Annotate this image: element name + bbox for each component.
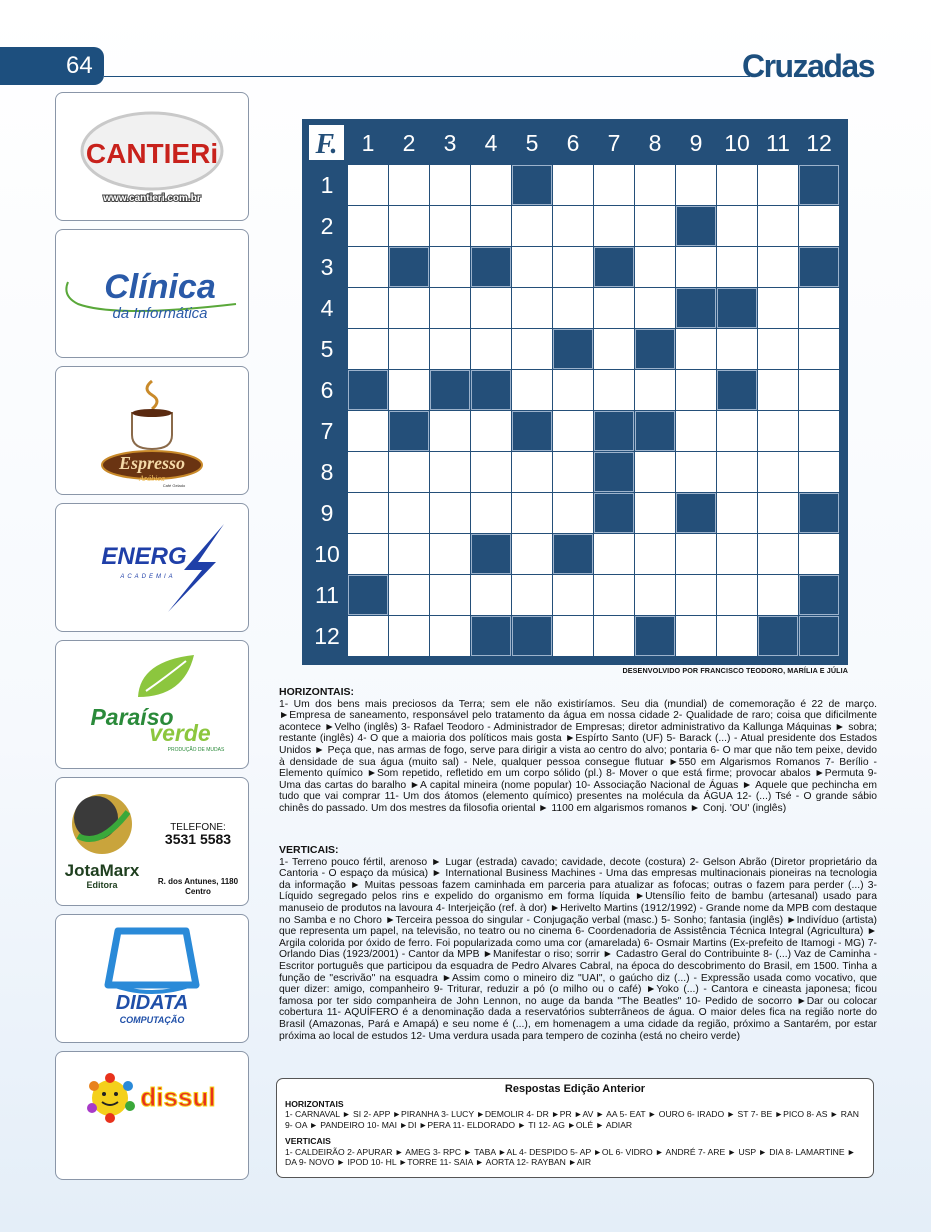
answer-cell[interactable] (758, 534, 798, 574)
answer-cell[interactable] (471, 411, 511, 451)
column-number: 12 (806, 130, 832, 156)
clinica-sub: da Informática (112, 305, 208, 322)
black-cell (635, 329, 675, 369)
answer-cell[interactable] (594, 616, 634, 656)
answer-cell[interactable] (389, 329, 429, 369)
answer-cell[interactable] (471, 329, 511, 369)
answer-cell[interactable] (553, 206, 593, 246)
didata-sub: COMPUTAÇÃO (119, 1015, 185, 1025)
answer-cell[interactable] (717, 616, 757, 656)
answer-cell[interactable] (635, 575, 675, 615)
black-cell (348, 370, 388, 410)
answer-cell[interactable] (512, 493, 552, 533)
clues-verticais (279, 845, 877, 1042)
page-number-tab (0, 47, 104, 85)
answer-cell[interactable] (676, 370, 716, 410)
black-cell (635, 411, 675, 451)
answer-cell[interactable] (348, 452, 388, 492)
ad-espresso[interactable] (55, 366, 249, 495)
cantieri-brand: CANTIERi (85, 138, 219, 169)
answer-cell[interactable] (471, 575, 511, 615)
black-cell (758, 616, 798, 656)
answer-cell[interactable] (799, 206, 839, 246)
answer-cell[interactable] (594, 165, 634, 205)
answer-cell[interactable] (430, 534, 470, 574)
espresso-sub: Arábica (139, 474, 165, 483)
answer-cell[interactable] (430, 329, 470, 369)
black-cell (635, 616, 675, 656)
sun-smiley-icon (87, 1073, 135, 1123)
column-number: 10 (724, 130, 750, 156)
cantieri-site: www.cantieri.com.br (103, 193, 201, 204)
espresso-brand: Espresso (118, 453, 186, 473)
answer-cell[interactable] (635, 370, 675, 410)
didata-logo (56, 915, 248, 1042)
answer-cell[interactable] (635, 452, 675, 492)
coffee-cup-icon (132, 413, 172, 449)
answer-cell[interactable] (553, 288, 593, 328)
answer-cell[interactable] (635, 247, 675, 287)
answer-cell[interactable] (553, 411, 593, 451)
column-number: 9 (689, 130, 703, 156)
crossword-credit: DESENVOLVIDO POR FRANCISCO TEODORO, MARÍLIA E JÚLIA (622, 666, 848, 675)
black-cell (717, 370, 757, 410)
answer-cell[interactable] (717, 575, 757, 615)
answer-cell[interactable] (389, 493, 429, 533)
paraiso-brand2: verde (149, 720, 211, 746)
answer-cell[interactable] (348, 411, 388, 451)
answer-cell[interactable] (717, 247, 757, 287)
answer-cell[interactable] (553, 247, 593, 287)
jotamarx-addr2: Centro (185, 887, 211, 896)
answer-cell[interactable] (676, 534, 716, 574)
clinica-logo (56, 230, 248, 357)
black-cell (553, 534, 593, 574)
answer-cell[interactable] (553, 575, 593, 615)
answer-cell[interactable] (348, 247, 388, 287)
ad-jotamarx[interactable] (55, 777, 249, 906)
answers-horizontais-heading: HORIZONTAIS (285, 1098, 344, 1109)
black-cell (512, 411, 552, 451)
answer-cell[interactable] (430, 165, 470, 205)
ad-paraiso-verde[interactable] (55, 640, 249, 769)
clinica-brand: Clínica (104, 268, 216, 306)
answer-cell[interactable] (348, 206, 388, 246)
answer-cell[interactable] (717, 329, 757, 369)
answer-cell[interactable] (594, 288, 634, 328)
black-cell (471, 534, 511, 574)
row-number: 7 (320, 418, 334, 444)
answer-cell[interactable] (430, 616, 470, 656)
answer-cell[interactable] (553, 452, 593, 492)
answers-title: Respostas Edição Anterior (504, 1083, 646, 1095)
answer-cell[interactable] (758, 411, 798, 451)
answers-horizontais-text: 1- CARNAVAL ► SI 2- APP ►PIRANHA 3- LUCY ►DEMOLIR 4- DR ►PR ►AV ► AA 5- EAT ► OURO 6- IRADO ► ST 7- BE ►PICO 8- AS ► RAN 9- OA ► PANDEIRO 10- MAI ►DI ►PERA 11- ELDORADO ► TI 12- AG ►OLÉ ► ADIAR (285, 1109, 859, 1130)
black-cell (799, 165, 839, 205)
column-number: 5 (525, 130, 539, 156)
answer-cell[interactable] (758, 575, 798, 615)
answer-cell[interactable] (471, 288, 511, 328)
black-cell (799, 493, 839, 533)
column-number: 8 (648, 130, 662, 156)
answer-cell[interactable] (512, 329, 552, 369)
paraiso-brand1: Paraíso (90, 704, 174, 730)
column-number: 11 (766, 130, 790, 156)
answer-cell[interactable] (512, 575, 552, 615)
cantieri-logo (56, 93, 248, 220)
row-number: 11 (315, 582, 339, 608)
answers-verticais-heading: VERTICAIS (285, 1136, 331, 1146)
column-number: 3 (443, 130, 457, 156)
answer-cell[interactable] (635, 206, 675, 246)
black-cell (471, 616, 511, 656)
row-number: 3 (320, 254, 334, 280)
energ-sub: ACADEMIA (120, 574, 176, 580)
answers-box (276, 1078, 874, 1178)
answer-cell[interactable] (389, 165, 429, 205)
column-number: 6 (566, 130, 580, 156)
black-cell (717, 288, 757, 328)
answer-cell[interactable] (635, 493, 675, 533)
row-number: 1 (320, 172, 334, 198)
answer-cell[interactable] (389, 452, 429, 492)
column-number: 2 (402, 130, 416, 156)
answer-cell[interactable] (430, 288, 470, 328)
answer-cell[interactable] (635, 165, 675, 205)
ad-didata[interactable] (55, 914, 249, 1043)
black-cell (430, 370, 470, 410)
answer-cell[interactable] (471, 206, 511, 246)
answer-cell[interactable] (799, 452, 839, 492)
answer-cell[interactable] (553, 493, 593, 533)
black-cell (594, 452, 634, 492)
jotamarx-logo (56, 778, 248, 905)
row-number: 2 (320, 213, 334, 239)
answer-cell[interactable] (348, 493, 388, 533)
answer-cell[interactable] (758, 165, 798, 205)
ad-clinica-informatica[interactable] (55, 229, 249, 358)
black-cell (594, 411, 634, 451)
answer-cell[interactable] (799, 534, 839, 574)
answer-cell[interactable] (635, 534, 675, 574)
jotamarx-phone: 3531 5583 (164, 831, 232, 847)
answer-cell[interactable] (389, 575, 429, 615)
espresso-tag: Café Gelado (162, 483, 186, 488)
answer-cell[interactable] (594, 329, 634, 369)
answer-cell[interactable] (348, 534, 388, 574)
answer-cell[interactable] (348, 616, 388, 656)
answer-cell[interactable] (512, 247, 552, 287)
row-number: 12 (314, 623, 340, 649)
publisher-logo-text: F. (315, 129, 338, 160)
black-cell (471, 370, 511, 410)
row-number: 4 (320, 295, 334, 321)
energ-brand: ENERG (101, 543, 187, 570)
answer-cell[interactable] (799, 288, 839, 328)
answer-cell[interactable] (676, 411, 716, 451)
monitor-icon (108, 931, 196, 985)
ad-cantieri[interactable] (55, 92, 249, 221)
answer-cell[interactable] (512, 370, 552, 410)
black-cell (799, 616, 839, 656)
answer-cell[interactable] (799, 329, 839, 369)
black-cell (389, 247, 429, 287)
answer-cell[interactable] (717, 493, 757, 533)
row-number: 6 (320, 377, 334, 403)
black-cell (471, 247, 511, 287)
answer-cell[interactable] (594, 575, 634, 615)
page-number: 64 (66, 52, 93, 79)
black-cell (553, 329, 593, 369)
answer-cell[interactable] (389, 616, 429, 656)
section-title: Cruzadas (741, 48, 874, 84)
answer-cell[interactable] (389, 534, 429, 574)
verticais-heading: VERTICAIS: (279, 844, 339, 856)
row-number: 5 (320, 336, 334, 362)
ad-dissul[interactable] (55, 1051, 249, 1180)
answer-cell[interactable] (512, 452, 552, 492)
answer-cell[interactable] (512, 206, 552, 246)
black-cell (676, 493, 716, 533)
row-number: 10 (314, 541, 340, 567)
answer-cell[interactable] (676, 575, 716, 615)
answer-cell[interactable] (594, 370, 634, 410)
answer-cell[interactable] (635, 288, 675, 328)
answer-cell[interactable] (676, 329, 716, 369)
jotamarx-brand: JotaMarx (64, 861, 140, 880)
horizontais-text: 1- Um dos bens mais preciosos da Terra; sem ele não existiríamos. Seu dia (mundial) de comemoração é 22 de março. ►Empresa de saneamento, responsável pelo tratamento da água em nossa cidade 2- Qualidade de raro; coisa que dificilmente acontece ►Velho (inglês) 3- Rafael Teodoro - Administrador de Empresas; diretor administrativo da Kallunga Máquinas ► sobra; restante (inglês) 4- O que a maioria dos políticos mais gosta ►Espírto Santo (UF) 5- Barack (...) - Atual presidente dos Estados Unidos ► Peça que, nas armas de fogo, serve para dirigir a vista ao centro do alvo; pontaria 6- O mar que não tem peixe, devido à densidade de sua água (muito sal) - Nele, qualquer pessoa consegue flutuar ►550 em Algarismos Romanos 7- Berílio - Elemento químico ►Som repetido, refletido em um corpo sólido (pl.) 8- Mover o que está firme; provocar abalos ►Permuta 9- Uma das cartas do baralho ►A capital mineira (nome popular) 10- Associação Nacional de Águas ► Aquele que pechincha em tudo que vai comprar 11- Um dos átomos (elemento químico) presentes na molécula da ÁGUA 12- (...) Tsé - O grande sábio chinês do passado. Um dos mestres da filosofia oriental ► 1100 em algarismos romanos ► Conj. 'OU' (inglês) (279, 698, 877, 814)
answer-cell[interactable] (758, 288, 798, 328)
column-number: 1 (361, 130, 375, 156)
answers-verticais-text: 1- CALDEIRÃO 2- APURAR ► AMEG 3- RPC ► TABA ►AL 4- DESPIDO 5- AP ►OL 6- VIDRO ► ANDRÉ 7- ARE ► USP ► DIA 8- LAMARTINE ► DA 9- NOVO ► IPOD 10- HL ►TORRE 11- SAIA ► AORTA 12- RAYBAN ►AIR (285, 1146, 856, 1167)
horizontais-heading: HORIZONTAIS: (279, 686, 355, 698)
jotamarx-phone-label: TELEFONE: (170, 822, 226, 833)
dissul-brand: dissul (140, 1082, 216, 1112)
answer-cell[interactable] (676, 165, 716, 205)
answer-cell[interactable] (430, 575, 470, 615)
column-number: 4 (484, 130, 498, 156)
black-cell (348, 575, 388, 615)
black-cell (389, 411, 429, 451)
answer-cell[interactable] (717, 411, 757, 451)
answer-cell[interactable] (553, 616, 593, 656)
answer-cell[interactable] (717, 165, 757, 205)
espresso-logo (56, 367, 248, 494)
answer-cell[interactable] (471, 493, 511, 533)
energ-logo (56, 504, 248, 631)
answer-cell[interactable] (430, 493, 470, 533)
answer-cell[interactable] (676, 616, 716, 656)
answer-cell[interactable] (758, 329, 798, 369)
publisher-logo (308, 124, 345, 161)
answer-cell[interactable] (471, 165, 511, 205)
answer-cell[interactable] (594, 206, 634, 246)
answer-cell[interactable] (758, 370, 798, 410)
paraiso-sub: PRODUÇÃO DE MUDAS (167, 747, 225, 753)
answer-cell[interactable] (348, 329, 388, 369)
answer-cell[interactable] (430, 411, 470, 451)
answer-cell[interactable] (512, 534, 552, 574)
black-cell (799, 247, 839, 287)
answer-cell[interactable] (430, 452, 470, 492)
answer-cell[interactable] (594, 534, 634, 574)
answer-cell[interactable] (676, 247, 716, 287)
black-cell (594, 493, 634, 533)
answer-cell[interactable] (758, 452, 798, 492)
dissul-logo (56, 1052, 248, 1179)
black-cell (594, 247, 634, 287)
answer-cell[interactable] (389, 370, 429, 410)
black-cell (676, 288, 716, 328)
answer-cell[interactable] (799, 411, 839, 451)
answer-cell[interactable] (348, 165, 388, 205)
answer-cell[interactable] (389, 206, 429, 246)
answer-cell[interactable] (717, 452, 757, 492)
answer-cell[interactable] (717, 206, 757, 246)
row-number: 8 (320, 459, 334, 485)
steam-icon (147, 381, 157, 409)
answer-cell[interactable] (430, 247, 470, 287)
black-cell (512, 616, 552, 656)
black-cell (799, 575, 839, 615)
clues-horizontais (279, 687, 877, 815)
answer-cell[interactable] (553, 370, 593, 410)
answer-cell[interactable] (676, 452, 716, 492)
header-rule (104, 76, 750, 77)
answer-cell[interactable] (389, 288, 429, 328)
paraiso-verde-logo (56, 641, 248, 768)
jotamarx-sub: Editora (86, 880, 118, 890)
answer-cell[interactable] (471, 452, 511, 492)
answer-cell[interactable] (758, 493, 798, 533)
answer-cell[interactable] (717, 534, 757, 574)
answer-cell[interactable] (799, 370, 839, 410)
row-number: 9 (320, 500, 334, 526)
black-cell (676, 206, 716, 246)
answer-cell[interactable] (512, 288, 552, 328)
jotamarx-addr1: R. dos Antunes, 1180 (157, 877, 239, 886)
answer-cell[interactable] (430, 206, 470, 246)
verticais-text: 1- Terreno pouco fértil, arenoso ► Lugar (estrada) cavado; cavidade, decote (costura) 2- Gelson Abrão (Diretor proprietário da Cantoria - O espaço da música) ► International Business Machines - Uma das empresas multinacionais pioneiras na tecnologia da informação ► Muitas pessoas fazem caminhada em parceria para atualizar as fofocas; outras o fazem para perder (...) 3- Líquido segregado pelos rins e expelido do organismo em forma líquida ►Utensílio feito de bambu (artesanal) usado para manuseio de produtos na lavoura 4- Interjeição (ref. à dor) ►Herivelto Martins (1912/1992) - Grande nome da MPB com destaque no Samba e no Choro ►Terceira pessoa do singular - Conjugação verbal (masc.) 5- Sonho; fantasia (inglês) ►Indivíduo (artista) que representa um papel, na televisão, no teatro ou no cinema 6- Coordenadoria de Assistência Técnica Integral (Agricultura) ► Argila colorida por óxido de ferro. Foi popularizada como uma cor (amarelada) 6- Osmair Martins (Ex-prefeito de Itamogi - MG) 7- Orlando Dias (1923/2001) - Cantor da MPB ►Manifestar o riso; sorrir ► Cadastro Geral do Contribuinte 8- (...) Vaz de Caminha - Escritor português que participou da esquadra de Pedro Alvares Cabral, na época do descobrimento do Brasil, em 1500. Tinha a função de "escrivão" na esquadra ►Assim como o mineiro diz "UAI", o gaúcho diz (...) - Expressão usada como vocativo, que quer dizer: amigo, companheiro 9- Triturar, reduzir a pó (o milho ou o café) ►Yoko (...) - Cantora e cineasta japonesa; ficou famosa por ter sido companheira de John Lennon, no auge da banda "The Beatles" 10- Pedido de socorro ►Dar ou colocar cobertura 11- AQUÍFERO é a denominação dada a reservatórios subterrâneos de água. O maior deles fica na região norte do Brasil (Amazonas, Pará e Amapá) e seu nome é (...), em homenagem a uma cidade da região, próximo a Santarém, por estar próxima ao local de estudos 12- Uma verdura usada para tempero de cozinha (está no cheiro verde) (279, 856, 877, 1042)
answer-cell[interactable] (348, 288, 388, 328)
ad-energ-academia[interactable] (55, 503, 249, 632)
column-number: 7 (607, 130, 621, 156)
answer-cell[interactable] (758, 247, 798, 287)
black-cell (512, 165, 552, 205)
answer-cell[interactable] (553, 165, 593, 205)
didata-brand: DIDATA (115, 992, 189, 1014)
answer-cell[interactable] (758, 206, 798, 246)
crossword-grid (302, 119, 848, 665)
